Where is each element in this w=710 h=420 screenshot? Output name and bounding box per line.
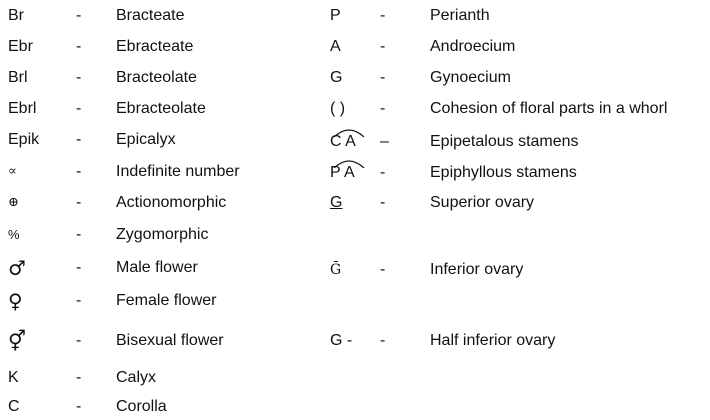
separator: - bbox=[76, 163, 82, 180]
meaning: Superior ovary bbox=[430, 194, 535, 211]
symbol: Brl bbox=[8, 69, 28, 86]
symbol: C A bbox=[330, 133, 356, 150]
separator: – bbox=[380, 133, 389, 150]
meaning: Half inferior ovary bbox=[430, 332, 556, 349]
separator: - bbox=[380, 194, 386, 211]
separator: - bbox=[76, 69, 82, 86]
symbol: G bbox=[330, 69, 343, 86]
epipetalous-symbol bbox=[330, 131, 374, 153]
symbol: C bbox=[8, 398, 20, 415]
overlined-g-symbol: Ḡ bbox=[330, 262, 342, 278]
meaning: Epipetalous stamens bbox=[430, 133, 579, 150]
circled-plus-symbol: ⊕ bbox=[8, 195, 19, 210]
meaning: Androecium bbox=[430, 38, 516, 55]
meaning: Female flower bbox=[116, 292, 217, 309]
male-symbol-icon: ♂ bbox=[8, 256, 26, 280]
symbol: G - bbox=[330, 332, 353, 349]
separator: - bbox=[380, 164, 386, 181]
epiphyllous-symbol bbox=[330, 162, 374, 184]
separator: - bbox=[76, 38, 82, 55]
separator: - bbox=[76, 194, 82, 211]
separator: - bbox=[76, 369, 82, 386]
underlined-g-symbol: G bbox=[330, 194, 343, 211]
meaning: Calyx bbox=[116, 369, 157, 386]
separator: - bbox=[380, 261, 386, 278]
meaning: Ebracteate bbox=[116, 38, 194, 55]
separator: - bbox=[380, 332, 386, 349]
proportional-symbol: ∝ bbox=[8, 164, 17, 179]
meaning: Perianth bbox=[430, 7, 490, 24]
meaning: Epiphyllous stamens bbox=[430, 164, 577, 181]
symbol: Ebrl bbox=[8, 100, 37, 117]
meaning: Ebracteolate bbox=[116, 100, 206, 117]
meaning: Zygomorphic bbox=[116, 226, 209, 243]
separator: - bbox=[76, 292, 82, 309]
meaning: Bracteolate bbox=[116, 69, 197, 86]
symbol: P A bbox=[330, 164, 355, 181]
meaning: Cohesion of floral parts in a whorl bbox=[430, 100, 668, 117]
separator: - bbox=[380, 7, 386, 24]
symbol: A bbox=[330, 38, 341, 55]
meaning: Inferior ovary bbox=[430, 261, 524, 278]
percent-symbol: % bbox=[8, 227, 20, 242]
separator: - bbox=[76, 7, 82, 24]
meaning: Actionomorphic bbox=[116, 194, 227, 211]
symbol: Ebr bbox=[8, 38, 33, 55]
symbol: Epik bbox=[8, 131, 40, 148]
separator: - bbox=[380, 100, 386, 117]
meaning: Indefinite number bbox=[116, 163, 240, 180]
meaning: Epicalyx bbox=[116, 131, 176, 148]
bisexual-symbol-icon: ⚥ bbox=[8, 329, 27, 353]
meaning: Bracteate bbox=[116, 7, 185, 24]
separator: - bbox=[380, 38, 386, 55]
separator: - bbox=[76, 226, 82, 243]
symbol: K bbox=[8, 369, 19, 386]
meaning: Corolla bbox=[116, 398, 167, 415]
symbol: ( ) bbox=[330, 100, 346, 117]
symbol: P bbox=[330, 7, 341, 24]
separator: - bbox=[76, 398, 82, 415]
symbol: Br bbox=[8, 7, 24, 24]
separator: - bbox=[76, 259, 82, 276]
meaning: Bisexual flower bbox=[116, 332, 224, 349]
meaning: Male flower bbox=[116, 259, 198, 276]
separator: - bbox=[76, 100, 82, 117]
separator: - bbox=[380, 69, 386, 86]
separator: - bbox=[76, 332, 82, 349]
female-symbol-icon: ♀ bbox=[8, 289, 23, 313]
separator: - bbox=[76, 131, 82, 148]
meaning: Gynoecium bbox=[430, 69, 511, 86]
